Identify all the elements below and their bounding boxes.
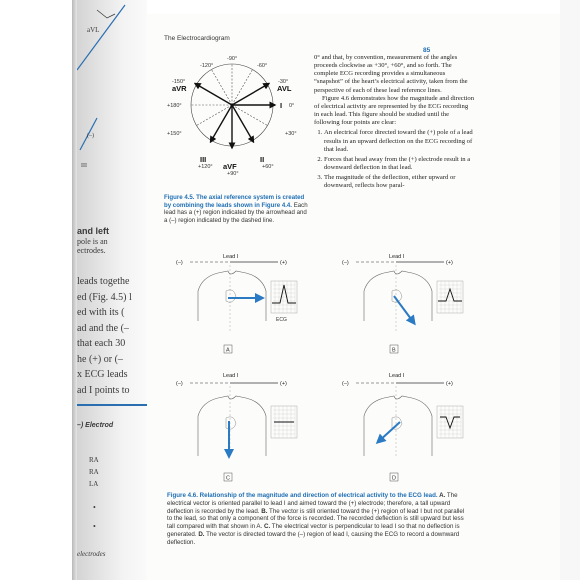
lead-ii-arrow (232, 105, 254, 142)
torso-outline (364, 271, 432, 321)
left-fragment-arm (97, 10, 115, 18)
left-body-line: ad and the (– (77, 323, 129, 334)
caption-text-d: The vector is directed toward the (–) region of lead I, causing the ECG to record a downward deflection. (167, 530, 460, 546)
left-line-2: ectrodes. (77, 246, 106, 255)
angle-plus-60: +60° (262, 164, 274, 170)
lead-avf-label: aVF (223, 162, 237, 171)
figure-4-6-title: Figure 4.6. Relationship of the magnitude and direction of electrical activity to the ECG lead. (167, 492, 438, 499)
book-page (147, 14, 560, 580)
caption-label-a: A. (437, 492, 446, 499)
body-text-column (314, 54, 474, 193)
figure-4-5-text: Each lead has a (+) region indicated by the arrowhead and a (–) region indicated by the dashed line. (164, 201, 308, 224)
angle-minus-60: -60° (257, 63, 268, 69)
minus-electrode-label: (–) (342, 260, 349, 266)
caption-text-a: The electrical vector is oriented parallel to lead I and aimed toward the (+) electrode; therefore, a tall upward deflection is recorded by the lead. (167, 492, 458, 515)
lead-i-label: Lead I (223, 254, 239, 260)
caption-label-d: D. (196, 530, 205, 538)
lead-iii-label: III (200, 155, 207, 164)
left-body-line: ed with its ( (77, 307, 125, 318)
left-table-row: RA (89, 468, 99, 476)
ecg-waveform-smaller-upward (438, 289, 462, 301)
angle-plus-90: +90° (227, 171, 239, 177)
lead-avl-arrow (232, 84, 269, 106)
panel-letter-d: D (392, 475, 396, 482)
left-body-line: leads togethe (77, 276, 130, 287)
torso-outline (364, 396, 432, 456)
lead-avr-arrow (195, 84, 232, 106)
left-bullet-dot: • (93, 522, 96, 531)
body-paragraph: 0° and that, by convention, measurement of the angles proceeds clockwise as +30°, +60°, and so forth. The complete ECG recording provides a simultaneous “snapshot” of the heart’s electrical activity, taken from the perspective of each of these lead reference lines. (314, 54, 468, 94)
plus-electrode-label: (+) (280, 381, 287, 387)
angle-plus-180: +180° (167, 103, 182, 109)
figure-4-6-caption (167, 492, 467, 547)
ecg-label: ECG (276, 317, 287, 323)
figure-panel-a (168, 251, 303, 359)
panel-letter-c: C (226, 475, 230, 482)
lead-avl-label: AVL (277, 84, 292, 93)
minus-electrode-label: (–) (176, 381, 183, 387)
angle-minus-90: -90° (227, 56, 238, 62)
electrical-vector-arrow (394, 296, 414, 323)
list-item: 3. The magnitude of the deflection, either upward or downward, reflects how paral- (324, 174, 474, 190)
heart-outline (226, 417, 236, 429)
minus-electrode-label: (–) (342, 381, 349, 387)
left-minus-label: (–) (87, 133, 94, 139)
running-head: The Electrocardiogram (164, 35, 230, 42)
left-facing-page (77, 0, 147, 580)
figure-panel-d (334, 366, 469, 486)
left-line-1: pole is an (77, 237, 108, 246)
left-body-line: ad I points to (77, 385, 130, 396)
lead-i-label: Lead I (223, 373, 239, 379)
figure-4-5-title: Figure 4.5. The axial reference system is created by combining the leads shown in Figure 4.4. (164, 194, 305, 209)
key-points-list (314, 129, 474, 190)
lead-i-label: Lead I (389, 254, 405, 260)
caption-label-c: C. (262, 523, 271, 531)
background-beyond-page (560, 0, 580, 580)
left-avl-label: aVL (87, 26, 100, 34)
panel-letter-a: A (226, 347, 230, 354)
lead-avr-label: aVR (172, 84, 187, 93)
left-body-line: x ECG leads (77, 369, 128, 380)
angle-plus-150: +150° (167, 131, 182, 137)
angle-plus-30: +30° (285, 131, 297, 137)
panel-letter-b: B (392, 347, 396, 354)
plus-electrode-label: (+) (280, 260, 287, 266)
left-heading: and left (77, 226, 110, 236)
left-page-background (0, 0, 72, 580)
left-table-rule (77, 404, 147, 406)
left-table-row: LA (89, 480, 99, 488)
angle-minus-30: -30° (278, 79, 289, 85)
left-bullet-dot: • (93, 503, 96, 512)
left-body-line: that each 30 (77, 338, 126, 349)
left-bottom-text: electrodes (77, 550, 106, 558)
lead-i-label: I (280, 101, 283, 110)
left-table-row: RA (89, 456, 99, 464)
page-number: 85 (423, 47, 431, 54)
minus-electrode-label: (–) (176, 260, 183, 266)
lead-ii-label: II (260, 155, 265, 164)
lead-i-label: Lead I (389, 373, 405, 379)
list-item: 1. An electrical force directed toward the (+) pole of a lead results in an upward deflection on the ECG recording of that lead. (324, 129, 474, 153)
angle-zero: 0° (289, 103, 295, 109)
left-table-header: –) Electrod (77, 422, 114, 429)
left-body-line: he (+) or (– (77, 354, 123, 365)
torso-outline (198, 271, 266, 321)
left-body-line: ed (Fig. 4.5) l (77, 292, 132, 303)
angle-plus-120: +120° (198, 164, 213, 170)
heart-outline (226, 290, 236, 302)
caption-text-b: The vector is still oriented toward the (+) region of lead I but not parallel to the lead, so that only a component of the force is recorded. The recorded deflection is still upward but less tall compared with that shown in A. (167, 507, 465, 531)
lead-iii-arrow (211, 105, 233, 142)
ecg-waveform-tall-upward (272, 285, 296, 303)
electrical-vector-arrow (378, 422, 400, 442)
figure-panel-c (168, 366, 303, 486)
caption-text-c: The electrical vector is perpendicular to lead I so that no deflection is generated. (167, 523, 460, 538)
torso-outline (198, 396, 266, 456)
body-paragraph: Figure 4.6 demonstrates how the magnitude and direction of electrical activity are represented by the ECG recording in each lead. This figure should be studied until the following four points are clear: (314, 94, 474, 127)
caption-label-b: B. (259, 507, 268, 515)
angle-minus-120: -120° (200, 63, 214, 69)
plus-electrode-label: (+) (446, 260, 453, 266)
axial-reference-diagram (152, 51, 302, 193)
angle-minus-150: -150° (172, 79, 186, 85)
list-item: 2. Forces that head away from the (+) electrode result in a downward deflection in that lead. (324, 156, 474, 172)
left-iii-label: III (81, 163, 87, 169)
figure-4-5-caption (164, 194, 309, 224)
plus-electrode-label: (+) (446, 381, 453, 387)
left-fragment-line-1 (77, 5, 125, 70)
figure-panel-b (334, 251, 469, 359)
